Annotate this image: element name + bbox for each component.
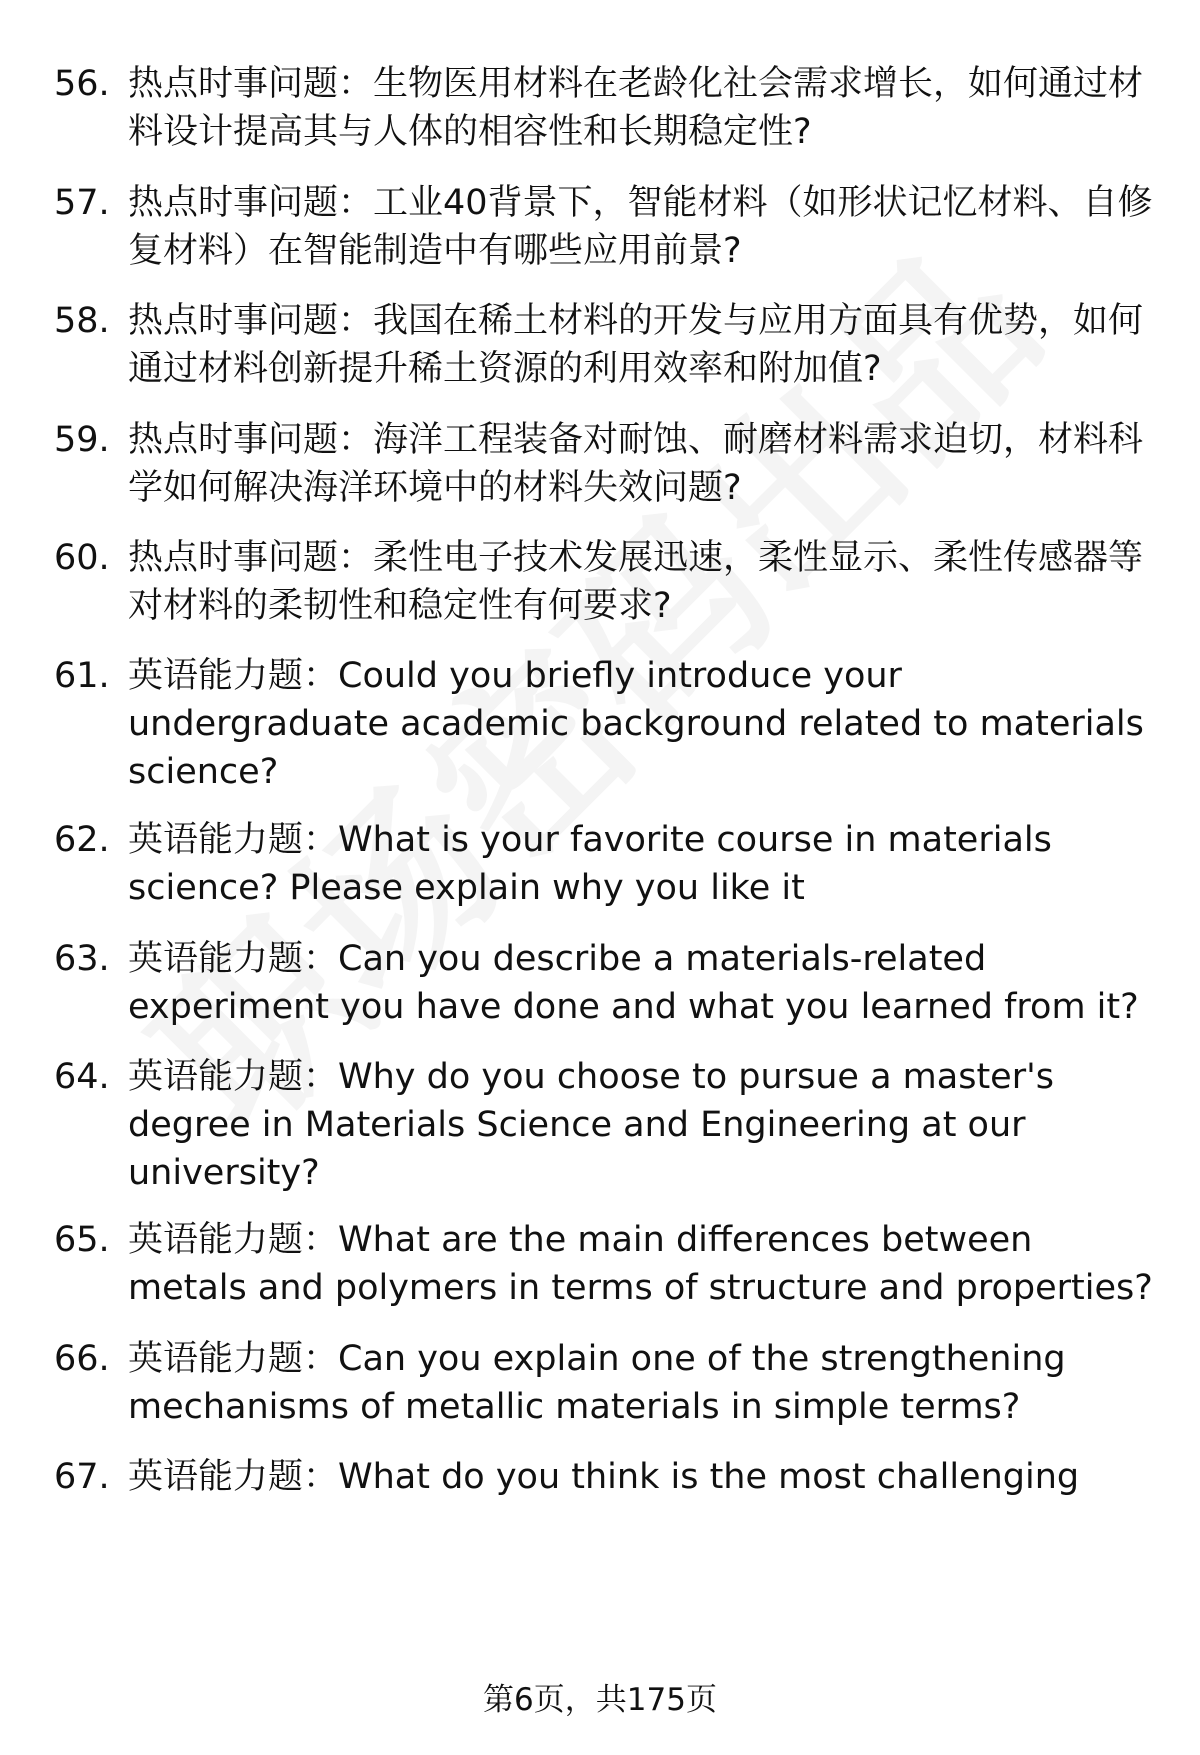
question-number: 64. (54, 1057, 110, 1097)
question-number: 61. (54, 656, 110, 696)
question-text: 英语能力题：Can you explain one of the strengthening mechanisms of metallic materials in simple terms? (128, 1339, 1066, 1427)
question-number: 66. (54, 1339, 110, 1379)
question-text: 英语能力题：Why do you choose to pursue a master's degree in Materials Science and Engineering at our university? (128, 1057, 1054, 1193)
question-number: 65. (54, 1220, 110, 1260)
question-number: 59. (54, 420, 110, 460)
question-text: 英语能力题：Can you describe a materials-related experiment you have done and what you learned from it? (128, 939, 1139, 1027)
question-number: 62. (54, 820, 110, 860)
question-number: 56. (54, 64, 110, 104)
question-number: 58. (54, 301, 110, 341)
question-text: 英语能力题：Could you briefly introduce your undergraduate academic background related to materials science? (128, 656, 1144, 792)
question-number: 63. (54, 939, 110, 979)
question-number: 67. (54, 1457, 110, 1497)
question-number: 60. (54, 538, 110, 578)
page-footer: 第6页，共175页 (483, 1682, 717, 1718)
question-text: 英语能力题：What are the main differences between metals and polymers in terms of structure and properties? (128, 1220, 1153, 1308)
question-text: 热点时事问题：我国在稀土材料的开发与应用方面具有优势，如何通过材料创新提升稀土资源的利用效率和附加值? (128, 301, 1144, 389)
question-text: 英语能力题：What do you think is the most challenging (128, 1457, 1080, 1497)
question-text: 热点时事问题：柔性电子技术发展迅速，柔性显示、柔性传感器等对材料的柔韧性和稳定性有何要求? (128, 538, 1144, 626)
question-number: 57. (54, 183, 110, 223)
question-text: 英语能力题：What is your favorite course in materials science? Please explain why you like it (128, 820, 1052, 908)
question-text: 热点时事问题：工业40背景下，智能材料（如形状记忆材料、自修复材料）在智能制造中有哪些应用前景? (128, 183, 1153, 271)
question-text: 热点时事问题：海洋工程装备对耐蚀、耐磨材料需求迫切，材料科学如何解决海洋环境中的材料失效问题? (128, 420, 1144, 508)
question-text: 热点时事问题：生物医用材料在老龄化社会需求增长，如何通过材料设计提高其与人体的相容性和长期稳定性? (128, 64, 1144, 152)
